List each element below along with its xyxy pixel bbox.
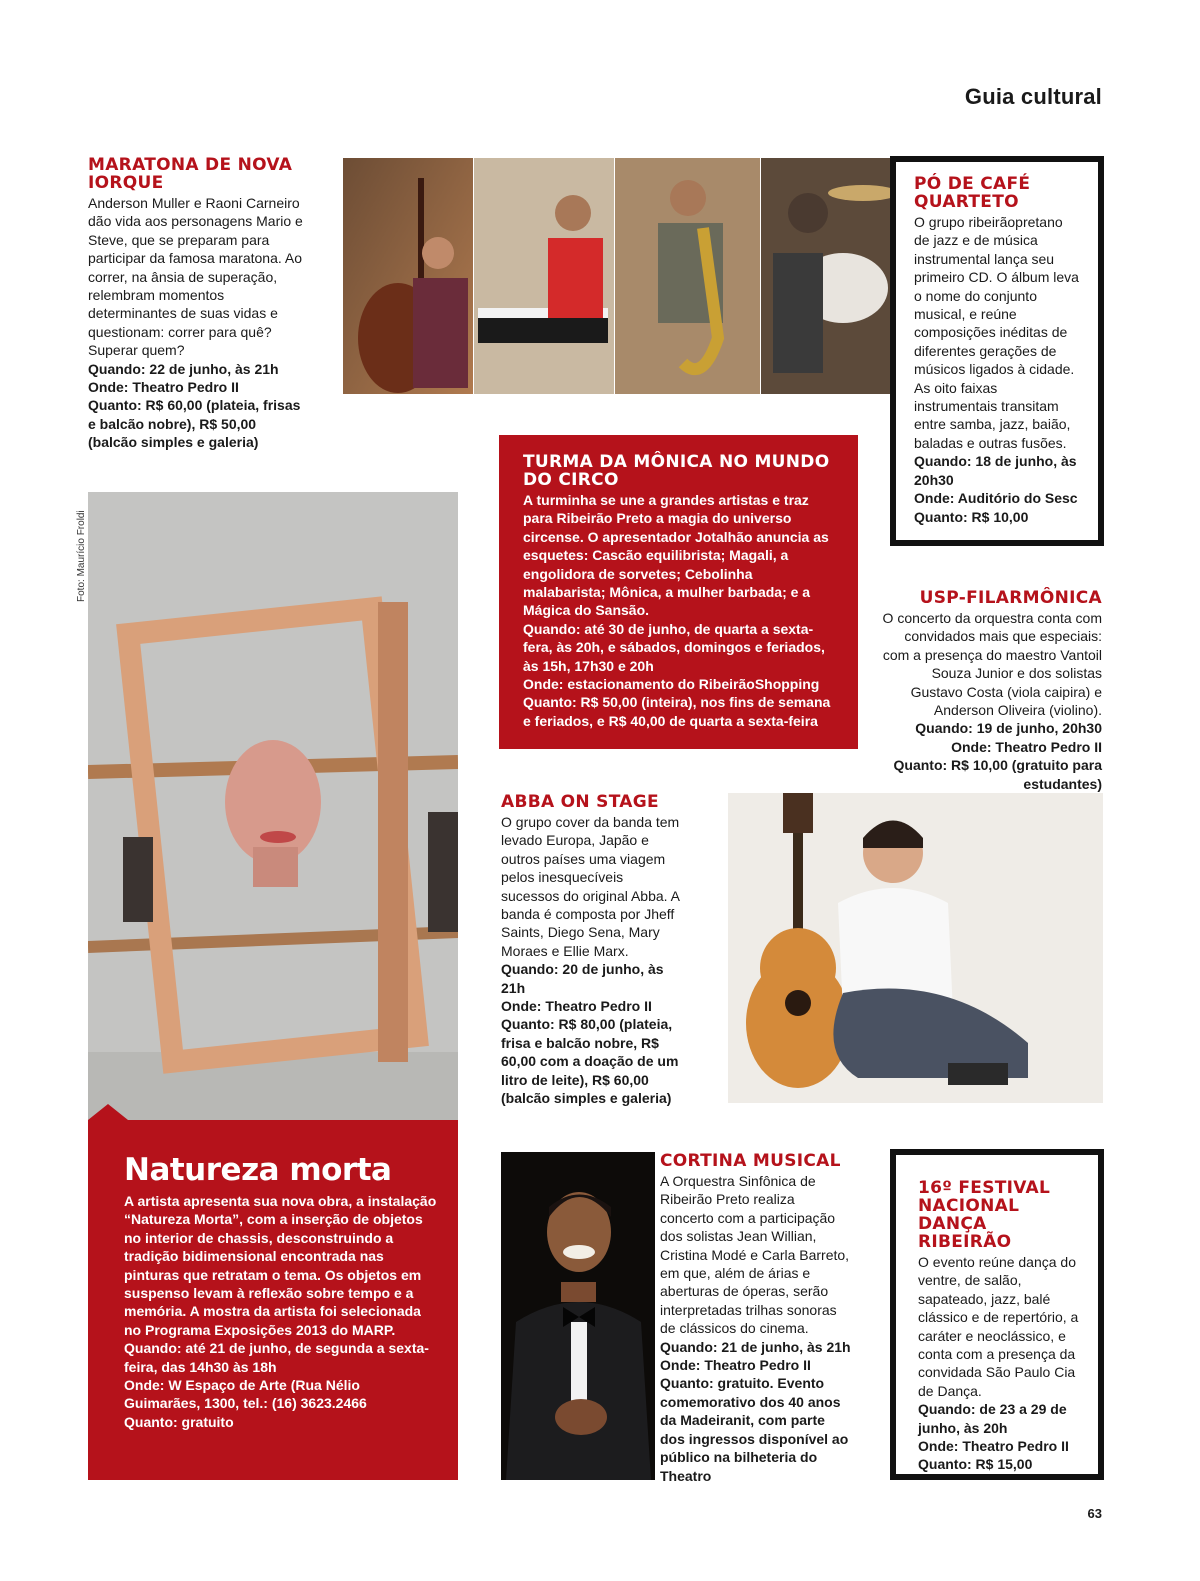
cortina-musical-photo — [501, 1152, 655, 1480]
article-text: A turminha se une a grandes artistas e traz para Ribeirão Preto a magia do universo circense. O apresentador Jotalhão anuncia as esquetes: Cascão equilibrista; Magali, a engolidora de sorvetes; Cebolinha malabarista; Mônica, a mulher barbada; e a Mágica do Sansão. — [523, 492, 829, 619]
article-price: Quanto: gratuito. Evento comemorativo dos 40 anos da Madeiranit, com parte dos ingressos disponível ao público na bilheteria do Theatro — [660, 1375, 849, 1484]
article-when: Quando: de 23 a 29 de junho, às 20h — [918, 1401, 1067, 1436]
article-cortina-musical — [660, 1152, 852, 1485]
article-title: TURMA DA MÔNICA NO MUNDO DO CIRCO — [523, 452, 830, 490]
article-body — [918, 1253, 1084, 1474]
article-maratona — [88, 156, 303, 452]
article-natureza-morta — [88, 1120, 458, 1480]
article-when: Quando: até 21 de junho, de segunda a sexta-feira, das 14h30 às 18h — [124, 1340, 429, 1375]
article-text: A artista apresenta sua nova obra, a instalação “Natureza Morta”, com a inserção de objetos no interior de chassis, desconstruindo a tradição bidimensional encontrada nas pinturas que retratam o tema. Os objetos em suspenso levam à reflexão sobre tempo e a memória. A mostra da artista foi selecionada no Programa Exposições 2013 do MARP. — [124, 1193, 437, 1338]
article-body — [88, 194, 303, 452]
installation-photo — [88, 492, 458, 1120]
photo-credit: Foto: Maurício Froldi — [76, 510, 87, 602]
article-title: MARATONA DE NOVA IORQUE — [88, 155, 293, 193]
article-usp-filarmonica — [880, 589, 1102, 793]
article-price: Quanto: R$ 10,00 (gratuito para estudantes) — [893, 757, 1102, 792]
article-price: Quanto: R$ 50,00 (inteira), nos fins de semana e feriados, e R$ 40,00 de quarta a sexta-feira — [523, 694, 831, 729]
article-where: Onde: Auditório do Sesc — [914, 490, 1078, 507]
article-po-de-cafe — [890, 156, 1104, 546]
article-text: A Orquestra Sinfônica de Ribeirão Preto realiza concerto com a participação dos solistas Jean Willian, Cristina Modé e Carla Barreto, em que, além de árias e aberturas de óperas, serão interpretadas trilhas sonoras de clássicos do cinema. — [660, 1173, 850, 1337]
article-title: Natureza morta — [124, 1152, 392, 1188]
article-title: ABBA ON STAGE — [501, 792, 659, 812]
article-abba-on-stage — [501, 793, 683, 1108]
section-title: Guia cultural — [964, 84, 1102, 109]
band-photo-strip — [343, 158, 896, 394]
article-when: Quando: 20 de junho, às 21h — [501, 961, 664, 996]
article-turma-da-monica — [499, 435, 858, 749]
article-where: Onde: W Espaço de Arte (Rua Nélio Guimarães, 1300, tel.: (16) 3623.2466 — [124, 1377, 367, 1412]
article-title: 16º FESTIVAL NACIONAL DANÇA RIBEIRÃO — [918, 1178, 1051, 1252]
article-when: Quando: 18 de junho, às 20h30 — [914, 453, 1077, 488]
article-price: Quanto: R$ 15,00 — [918, 1456, 1033, 1473]
article-when: Quando: 22 de junho, às 21h — [88, 360, 279, 377]
article-when: Quando: 19 de junho, 20h30 — [915, 720, 1102, 737]
article-text: O concerto da orquestra conta com convidados mais que especiais: com a presença do maestro Vantoil Souza Junior e dos solistas Gustavo Costa (viola caipira) e Anderson Oliveira (violino). — [882, 610, 1102, 719]
article-festival-danca — [890, 1149, 1104, 1480]
natureza-morta-photo — [88, 492, 458, 1120]
guitarist-photo — [728, 793, 1103, 1103]
article-body — [523, 491, 838, 730]
article-title: CORTINA MUSICAL — [660, 1151, 841, 1171]
guitarist-photo-image — [728, 793, 1103, 1103]
article-text: O grupo cover da banda tem levado Europa, Japão e outros países uma viagem pelos inesquecíveis sucessos do original Abba. A banda é composta por Jheff Saints, Diego Sena, Mary Moraes e Ellie Marx. — [501, 814, 680, 959]
article-when: Quando: até 30 de junho, de quarta a sexta-fera, às 20h, e sábados, domingos e feriados, às 15h, 17h30 e 20h — [523, 620, 825, 674]
article-where: Onde: estacionamento do RibeirãoShopping — [523, 676, 820, 693]
article-body — [880, 609, 1102, 793]
article-text: O grupo ribeirãopretano de jazz e de música instrumental lança seu primeiro CD. O álbum leva o nome do conjunto musical, e reúne composições inéditas de diferentes gerações de músicos ligados à cidade. As oito faixas instrumentais transitam entre samba, jazz, baião, baladas e outras fusões. — [914, 214, 1079, 451]
article-price: Quanto: R$ 10,00 — [914, 508, 1029, 525]
article-where: Onde: Theatro Pedro II — [918, 1438, 1069, 1455]
band-photo — [343, 158, 896, 394]
article-price: Quanto: gratuito — [124, 1413, 234, 1430]
article-price: Quanto: R$ 80,00 (plateia, frisa e balcão nobre, R$ 60,00 com a doação de um litro de leite), R$ 60,00 (balcão simples e galeria) — [501, 1016, 679, 1107]
article-body — [660, 1172, 852, 1485]
singer-photo — [501, 1152, 655, 1480]
article-title: PÓ DE CAFÉ QUARTETO — [914, 174, 1031, 212]
article-where: Onde: Theatro Pedro II — [501, 998, 652, 1015]
article-text: Anderson Muller e Raoni Carneiro dão vida aos personagens Mario e Steve, que se preparam para participar da famosa maratona. Ao correr, na ânsia de superação, relembram momentos determinantes de suas vidas e questionam: correr para quê? Superar quem? — [88, 195, 303, 359]
article-when: Quando: 21 de junho, às 21h — [660, 1338, 851, 1355]
article-body — [914, 213, 1082, 526]
article-text: O evento reúne dança do ventre, de salão, sapateado, jazz, balé clássico e de repertório, a caráter e neoclássico, e conta com a presença da convidada São Paulo Cia de Dança. — [918, 1254, 1079, 1399]
article-body — [501, 813, 683, 1108]
article-price: Quanto: R$ 60,00 (plateia, frisas e balcão nobre), R$ 50,00 (balcão simples e galeria) — [88, 397, 301, 451]
article-where: Onde: Theatro Pedro II — [951, 738, 1102, 755]
page-number: 63 — [1087, 1506, 1102, 1521]
article-title: USP-FILARMÔNICA — [919, 588, 1102, 608]
article-where: Onde: Theatro Pedro II — [660, 1357, 811, 1374]
article-where: Onde: Theatro Pedro II — [88, 379, 239, 396]
article-body — [124, 1192, 438, 1431]
